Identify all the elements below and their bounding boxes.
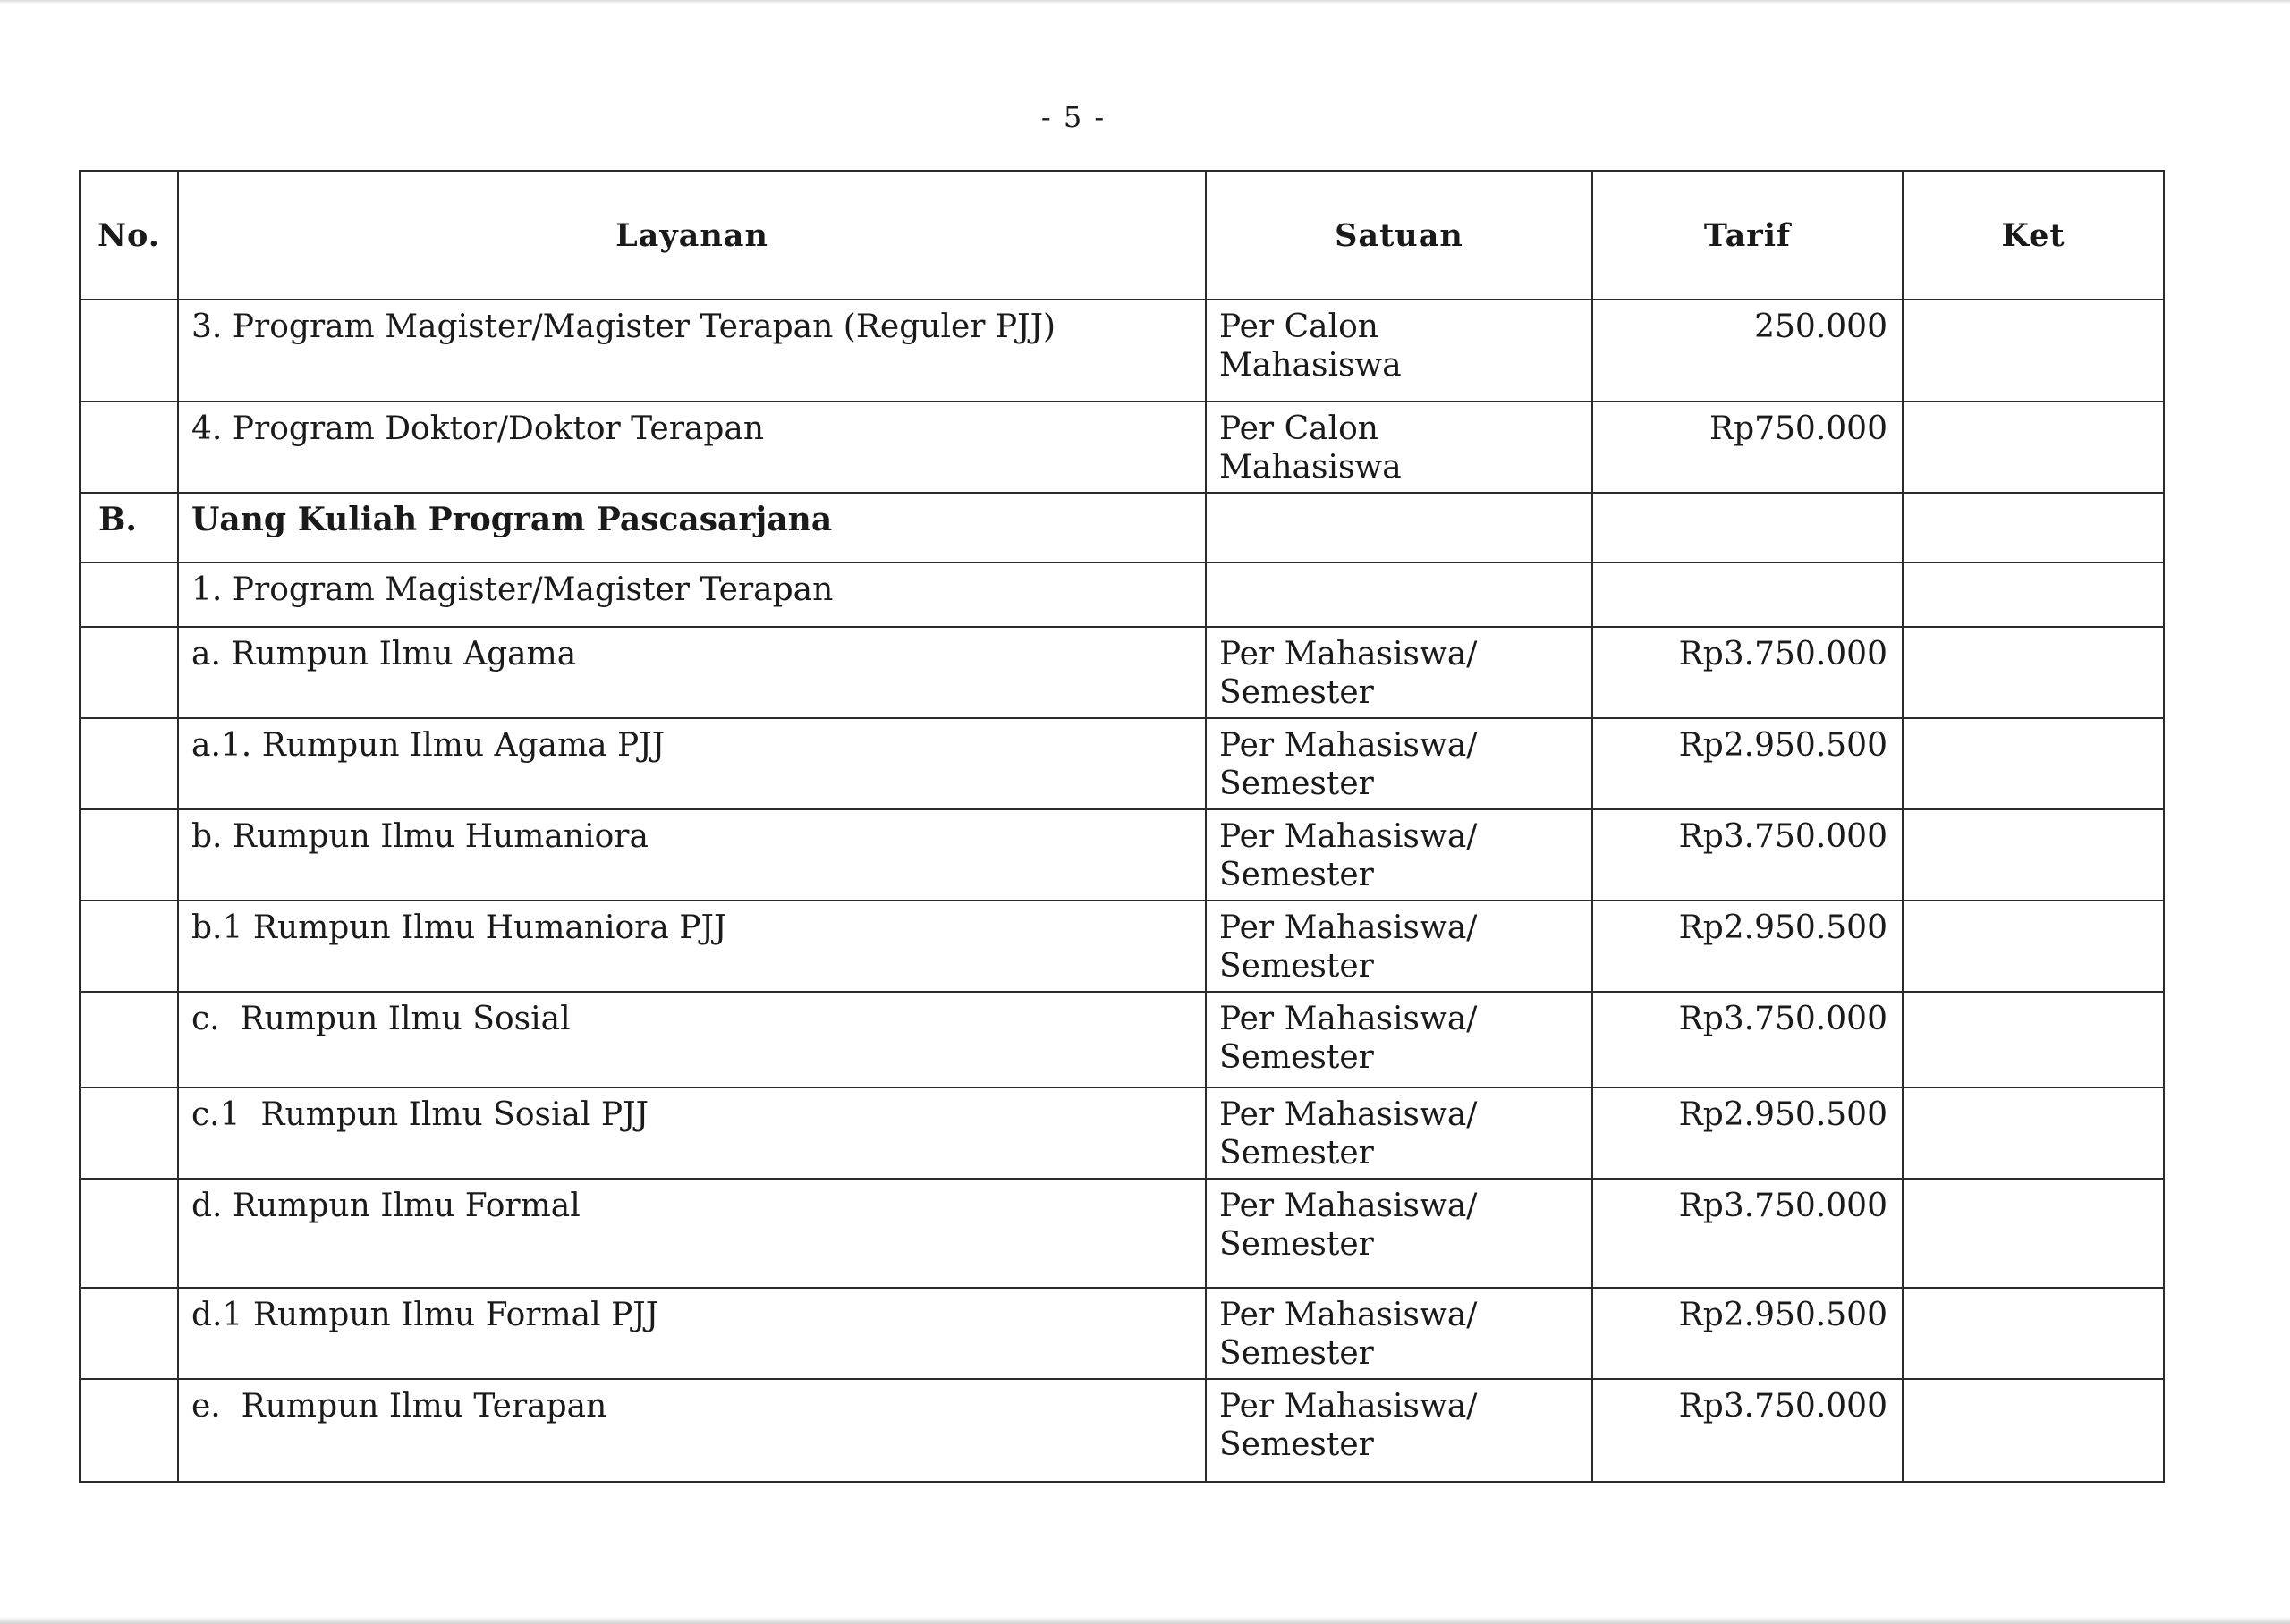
- cell-ket-text: [1904, 901, 2163, 914]
- cell-no-text: [81, 1289, 177, 1301]
- satuan-line-1: Per Mahasiswa/: [1219, 1188, 1478, 1224]
- table-row: [80, 1379, 2164, 1482]
- cell-layanan: [178, 493, 1206, 562]
- cell-tarif: [1592, 809, 1903, 901]
- cell-layanan: [178, 718, 1206, 809]
- cell-satuan-text: [1207, 300, 1591, 390]
- satuan-line-2: Semester: [1219, 1426, 1374, 1463]
- cell-satuan-text: [1207, 1180, 1591, 1269]
- cell-satuan-text: [1207, 810, 1591, 900]
- cell-no-text: B.: [98, 501, 137, 538]
- cell-no-text: [81, 1380, 177, 1392]
- cell-ket: [1903, 562, 2164, 627]
- cell-satuan-text: [1207, 719, 1591, 808]
- satuan-line-2: Semester: [1219, 674, 1374, 711]
- cell-layanan: [178, 809, 1206, 901]
- satuan-line-2: Semester: [1219, 1039, 1374, 1076]
- cell-layanan-text: 3. Program Magister/Magister Terapan (Reguler PJJ): [191, 309, 1056, 345]
- cell-ket-text: [1904, 563, 2163, 576]
- cell-satuan-text: [1207, 1088, 1591, 1178]
- cell-satuan: [1206, 562, 1592, 627]
- cell-ket: [1903, 1379, 2164, 1482]
- table-row: [80, 901, 2164, 992]
- table-row: [80, 1087, 2164, 1179]
- cell-no-text: [81, 719, 177, 732]
- cell-tarif-text: [1593, 494, 1902, 506]
- cell-tarif: [1592, 562, 1903, 627]
- cell-layanan: [178, 1379, 1206, 1482]
- cell-tarif-text: Rp2.950.500: [1678, 909, 1887, 946]
- cell-no-text: [81, 810, 177, 823]
- satuan-line-1: Per Mahasiswa/: [1219, 1096, 1478, 1133]
- cell-satuan: [1206, 1087, 1592, 1179]
- cell-ket: [1903, 300, 2164, 402]
- cell-tarif: [1592, 402, 1903, 493]
- cell-no: [80, 992, 178, 1087]
- cell-no: [80, 1087, 178, 1179]
- cell-satuan-text: [1207, 1289, 1591, 1378]
- section-row: [80, 493, 2164, 562]
- scan-bottom-edge: [0, 1617, 2290, 1624]
- cell-layanan: [178, 1179, 1206, 1288]
- cell-satuan: [1206, 300, 1592, 402]
- satuan-line-1: Per Calon: [1219, 309, 1378, 345]
- cell-tarif: [1592, 1288, 1903, 1379]
- cell-ket: [1903, 718, 2164, 809]
- cell-no-text: [81, 901, 177, 914]
- cell-ket-text: [1904, 402, 2163, 415]
- cell-ket: [1903, 1087, 2164, 1179]
- table-row: [80, 809, 2164, 901]
- satuan-line-1: Per Mahasiswa/: [1219, 909, 1478, 946]
- section-title: Uang Kuliah Program Pascasarjana: [191, 501, 833, 538]
- cell-no: [80, 402, 178, 493]
- satuan-line-1: Per Mahasiswa/: [1219, 727, 1478, 764]
- cell-tarif: [1592, 1179, 1903, 1288]
- cell-ket: [1903, 627, 2164, 718]
- table-row: [80, 562, 2164, 627]
- cell-layanan-text: b. Rumpun Ilmu Humaniora: [191, 818, 649, 855]
- cell-tarif-text: Rp3.750.000: [1678, 1001, 1887, 1037]
- cell-ket-text: [1904, 1289, 2163, 1301]
- cell-ket: [1903, 402, 2164, 493]
- satuan-line-2: Semester: [1219, 1335, 1374, 1372]
- cell-tarif-text: 250.000: [1754, 309, 1887, 345]
- satuan-line-2: Semester: [1219, 765, 1374, 802]
- cell-layanan-text: a. Rumpun Ilmu Agama: [191, 636, 577, 672]
- cell-no-text: [81, 993, 177, 1005]
- cell-tarif-text: [1593, 563, 1902, 576]
- cell-satuan: [1206, 901, 1592, 992]
- satuan-line-2: Semester: [1219, 1226, 1374, 1263]
- cell-no-text: [81, 628, 177, 640]
- cell-satuan: [1206, 402, 1592, 493]
- cell-no: [80, 1179, 178, 1288]
- cell-layanan-text: d. Rumpun Ilmu Formal: [191, 1188, 581, 1224]
- cell-tarif: [1592, 992, 1903, 1087]
- cell-ket-text: [1904, 628, 2163, 640]
- cell-no: [80, 300, 178, 402]
- scan-top-edge: [0, 0, 2290, 4]
- satuan-line-2: Mahasiswa: [1219, 347, 1402, 384]
- satuan-line-1: Per Mahasiswa/: [1219, 636, 1478, 672]
- cell-satuan: [1206, 627, 1592, 718]
- cell-tarif-text: Rp750.000: [1709, 410, 1887, 447]
- cell-satuan-text: [1207, 993, 1591, 1082]
- cell-tarif: [1592, 1379, 1903, 1482]
- cell-tarif: [1592, 627, 1903, 718]
- satuan-line-1: Per Mahasiswa/: [1219, 1297, 1478, 1333]
- cell-layanan: [178, 402, 1206, 493]
- satuan-line-2: Mahasiswa: [1219, 449, 1402, 486]
- table-row: [80, 402, 2164, 493]
- cell-ket-text: [1904, 1380, 2163, 1392]
- satuan-line-2: Semester: [1219, 948, 1374, 985]
- cell-satuan: [1206, 809, 1592, 901]
- cell-layanan: [178, 901, 1206, 992]
- cell-ket: [1903, 992, 2164, 1087]
- cell-no-text: [81, 1180, 177, 1192]
- satuan-line-2: Semester: [1219, 857, 1374, 893]
- cell-layanan-text: a.1. Rumpun Ilmu Agama PJJ: [191, 727, 666, 764]
- cell-no-text: [81, 563, 177, 576]
- cell-no: [80, 493, 178, 562]
- cell-ket-text: [1904, 993, 2163, 1005]
- cell-tarif-text: Rp2.950.500: [1678, 1297, 1887, 1333]
- cell-no-text: [81, 1088, 177, 1101]
- cell-satuan: [1206, 992, 1592, 1087]
- cell-layanan: [178, 562, 1206, 627]
- cell-tarif: [1592, 1087, 1903, 1179]
- cell-tarif: [1592, 901, 1903, 992]
- cell-ket-text: [1904, 300, 2163, 313]
- cell-satuan-text: [1207, 1380, 1591, 1469]
- cell-no: [80, 627, 178, 718]
- cell-layanan-text: e. Rumpun Ilmu Terapan: [191, 1388, 607, 1425]
- cell-layanan: [178, 1087, 1206, 1179]
- header-no: No.: [80, 171, 178, 300]
- cell-tarif-text: Rp2.950.500: [1678, 727, 1887, 764]
- cell-no: [80, 809, 178, 901]
- cell-layanan: [178, 300, 1206, 402]
- table-row: [80, 300, 2164, 402]
- cell-satuan-text: [1207, 901, 1591, 991]
- header-layanan: Layanan: [178, 171, 1206, 300]
- cell-tarif-text: Rp3.750.000: [1678, 636, 1887, 672]
- table-row: [80, 1179, 2164, 1288]
- table-header-row: [80, 171, 2164, 300]
- cell-satuan-text: [1207, 402, 1591, 492]
- header-satuan: Satuan: [1206, 171, 1592, 300]
- satuan-line-1: Per Mahasiswa/: [1219, 818, 1478, 855]
- cell-satuan-text: [1207, 563, 1591, 576]
- cell-layanan-text: c. Rumpun Ilmu Sosial: [191, 1001, 571, 1037]
- tariff-table: [79, 170, 2165, 1483]
- cell-layanan: [178, 992, 1206, 1087]
- cell-no: [80, 1288, 178, 1379]
- cell-no: [80, 562, 178, 627]
- table-row: [80, 718, 2164, 809]
- header-ket: Ket: [1903, 171, 2164, 300]
- cell-ket-text: [1904, 1180, 2163, 1192]
- table-row: [80, 992, 2164, 1087]
- cell-ket: [1903, 901, 2164, 992]
- cell-satuan-text: [1207, 494, 1591, 506]
- cell-tarif-text: Rp3.750.000: [1678, 1388, 1887, 1425]
- cell-satuan: [1206, 1379, 1592, 1482]
- cell-tarif: [1592, 718, 1903, 809]
- cell-ket-text: [1904, 810, 2163, 823]
- header-tarif: Tarif: [1592, 171, 1903, 300]
- cell-layanan: [178, 1288, 1206, 1379]
- cell-tarif-text: Rp3.750.000: [1678, 818, 1887, 855]
- cell-no: [80, 718, 178, 809]
- table-row: [80, 627, 2164, 718]
- cell-satuan-text: [1207, 628, 1591, 717]
- cell-no-text: [81, 402, 177, 415]
- cell-satuan: [1206, 493, 1592, 562]
- satuan-line-2: Semester: [1219, 1135, 1374, 1171]
- cell-layanan-text: 4. Program Doktor/Doktor Terapan: [191, 410, 765, 447]
- cell-satuan: [1206, 1179, 1592, 1288]
- cell-tarif-text: Rp2.950.500: [1678, 1096, 1887, 1133]
- cell-layanan-text: d.1 Rumpun Ilmu Formal PJJ: [191, 1297, 659, 1333]
- cell-no: [80, 901, 178, 992]
- cell-layanan-text: b.1 Rumpun Ilmu Humaniora PJJ: [191, 909, 727, 946]
- cell-no-text: [81, 300, 177, 313]
- cell-layanan-text: 1. Program Magister/Magister Terapan: [191, 571, 834, 608]
- satuan-line-1: Per Mahasiswa/: [1219, 1388, 1478, 1425]
- cell-ket: [1903, 1288, 2164, 1379]
- cell-ket: [1903, 493, 2164, 562]
- cell-ket-text: [1904, 1088, 2163, 1101]
- cell-ket-text: [1904, 719, 2163, 732]
- cell-tarif: [1592, 493, 1903, 562]
- cell-no: [80, 1379, 178, 1482]
- cell-ket: [1903, 1179, 2164, 1288]
- satuan-line-1: Per Mahasiswa/: [1219, 1001, 1478, 1037]
- table-row: [80, 1288, 2164, 1379]
- page-number: - 5 -: [1040, 100, 1107, 134]
- cell-ket: [1903, 809, 2164, 901]
- cell-satuan: [1206, 1288, 1592, 1379]
- cell-layanan-text: c.1 Rumpun Ilmu Sosial PJJ: [191, 1096, 649, 1133]
- cell-layanan: [178, 627, 1206, 718]
- satuan-line-1: Per Calon: [1219, 410, 1378, 447]
- cell-satuan: [1206, 718, 1592, 809]
- cell-ket-text: [1904, 494, 2163, 506]
- cell-tarif-text: Rp3.750.000: [1678, 1188, 1887, 1224]
- cell-tarif: [1592, 300, 1903, 402]
